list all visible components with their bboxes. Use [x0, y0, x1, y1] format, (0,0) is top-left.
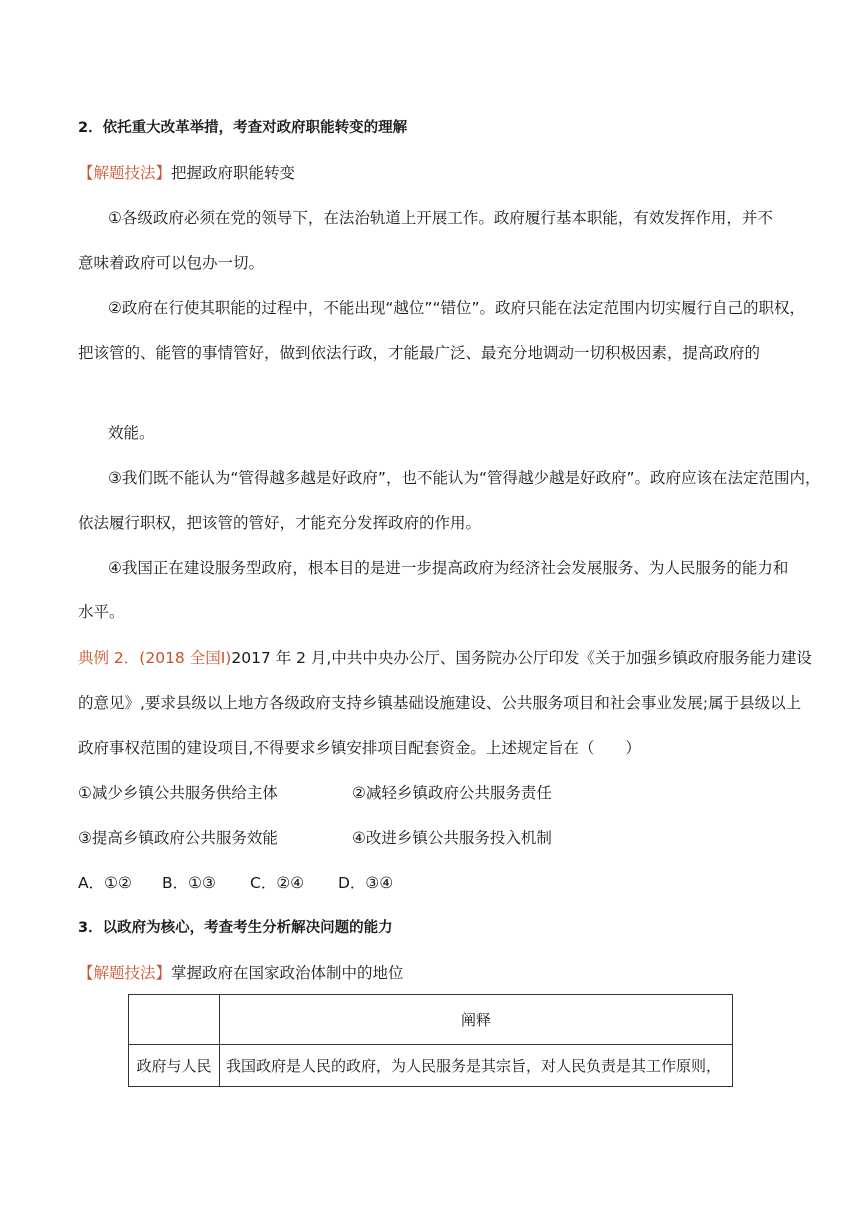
example-source: (2018 全国Ⅰ)	[139, 649, 232, 667]
table-cell-topic: 政府与人民	[129, 1045, 220, 1087]
section2-heading: 2．依托重大改革举措，考查对政府职能转变的理解	[78, 120, 408, 136]
method-text: 掌握政府在国家政治体制中的地位	[171, 964, 404, 982]
option-4: ④改进乡镇公共服务投入机制	[352, 829, 552, 847]
option-3: ③提高乡镇政府公共服务效能	[78, 829, 278, 847]
point-2-line-1: ②政府在行使其职能的过程中，不能出现“越位”“错位”。政府只能在法定范围内切实履行自己的职权，	[108, 299, 806, 317]
example-2-line-2: 的意见》,要求县级以上地方各级政府支持乡镇基础设施建设、公共服务项目和社会事业发展;属于县级以上	[78, 694, 802, 712]
method-tag: 【解题技法】	[78, 164, 172, 182]
choice-c: C．②④	[250, 874, 305, 892]
point-1-line-1: ①各级政府必须在党的领导下，在法治轨道上开展工作。政府履行基本职能，有效发挥作用，并不	[108, 209, 773, 227]
table-header-cell-1	[129, 995, 220, 1045]
point-2-line-3: 效能。	[108, 424, 155, 442]
example-label: 典例 2．	[78, 649, 140, 667]
example-2-line-3: 政府事权范围的建设项目,不得要求乡镇安排项目配套资金。上述规定旨在（ ）	[78, 739, 641, 757]
choice-b: B．①③	[162, 874, 216, 892]
choice-a: A．①②	[78, 874, 132, 892]
table-row	[129, 1045, 733, 1087]
table-header-cell-2: 阐释	[220, 995, 733, 1045]
method-line-2	[78, 163, 295, 183]
explanation-table	[128, 994, 733, 1087]
example-2-line-1	[78, 648, 812, 668]
method-text: 把握政府职能转变	[171, 164, 296, 182]
point-4-line-2: 水平。	[78, 603, 125, 621]
point-4-line-1: ④我国正在建设服务型政府，根本目的是进一步提高政府为经济社会发展服务、为人民服务的能力和	[108, 559, 789, 577]
section3-heading: 3．以政府为核心，考查考生分析解决问题的能力	[78, 920, 393, 936]
table-header-row	[129, 995, 733, 1045]
point-3-line-2: 依法履行职权，把该管的管好，才能充分发挥政府的作用。	[78, 514, 482, 532]
method-line-3	[78, 963, 404, 983]
option-1: ①减少乡镇公共服务供给主体	[78, 784, 278, 802]
example-text: 2017 年 2 月,中共中央办公厅、国务院办公厅印发《关于加强乡镇政府服务能力建设	[231, 649, 812, 667]
point-3-line-1: ③我们既不能认为“管得越多越是好政府”，也不能认为“管得越少越是好政府”。政府应该在法定范围内，	[108, 469, 821, 487]
method-tag: 【解题技法】	[78, 964, 172, 982]
point-1-line-2: 意味着政府可以包办一切。	[78, 254, 265, 272]
table-cell-explanation: 我国政府是人民的政府，为人民服务是其宗旨，对人民负责是其工作原则，	[220, 1045, 733, 1087]
option-2: ②减轻乡镇政府公共服务责任	[352, 784, 552, 802]
point-2-line-2: 把该管的、能管的事情管好，做到依法行政，才能最广泛、最充分地调动一切积极因素，提高政府的	[78, 344, 761, 362]
choice-d: D．③④	[338, 874, 394, 892]
